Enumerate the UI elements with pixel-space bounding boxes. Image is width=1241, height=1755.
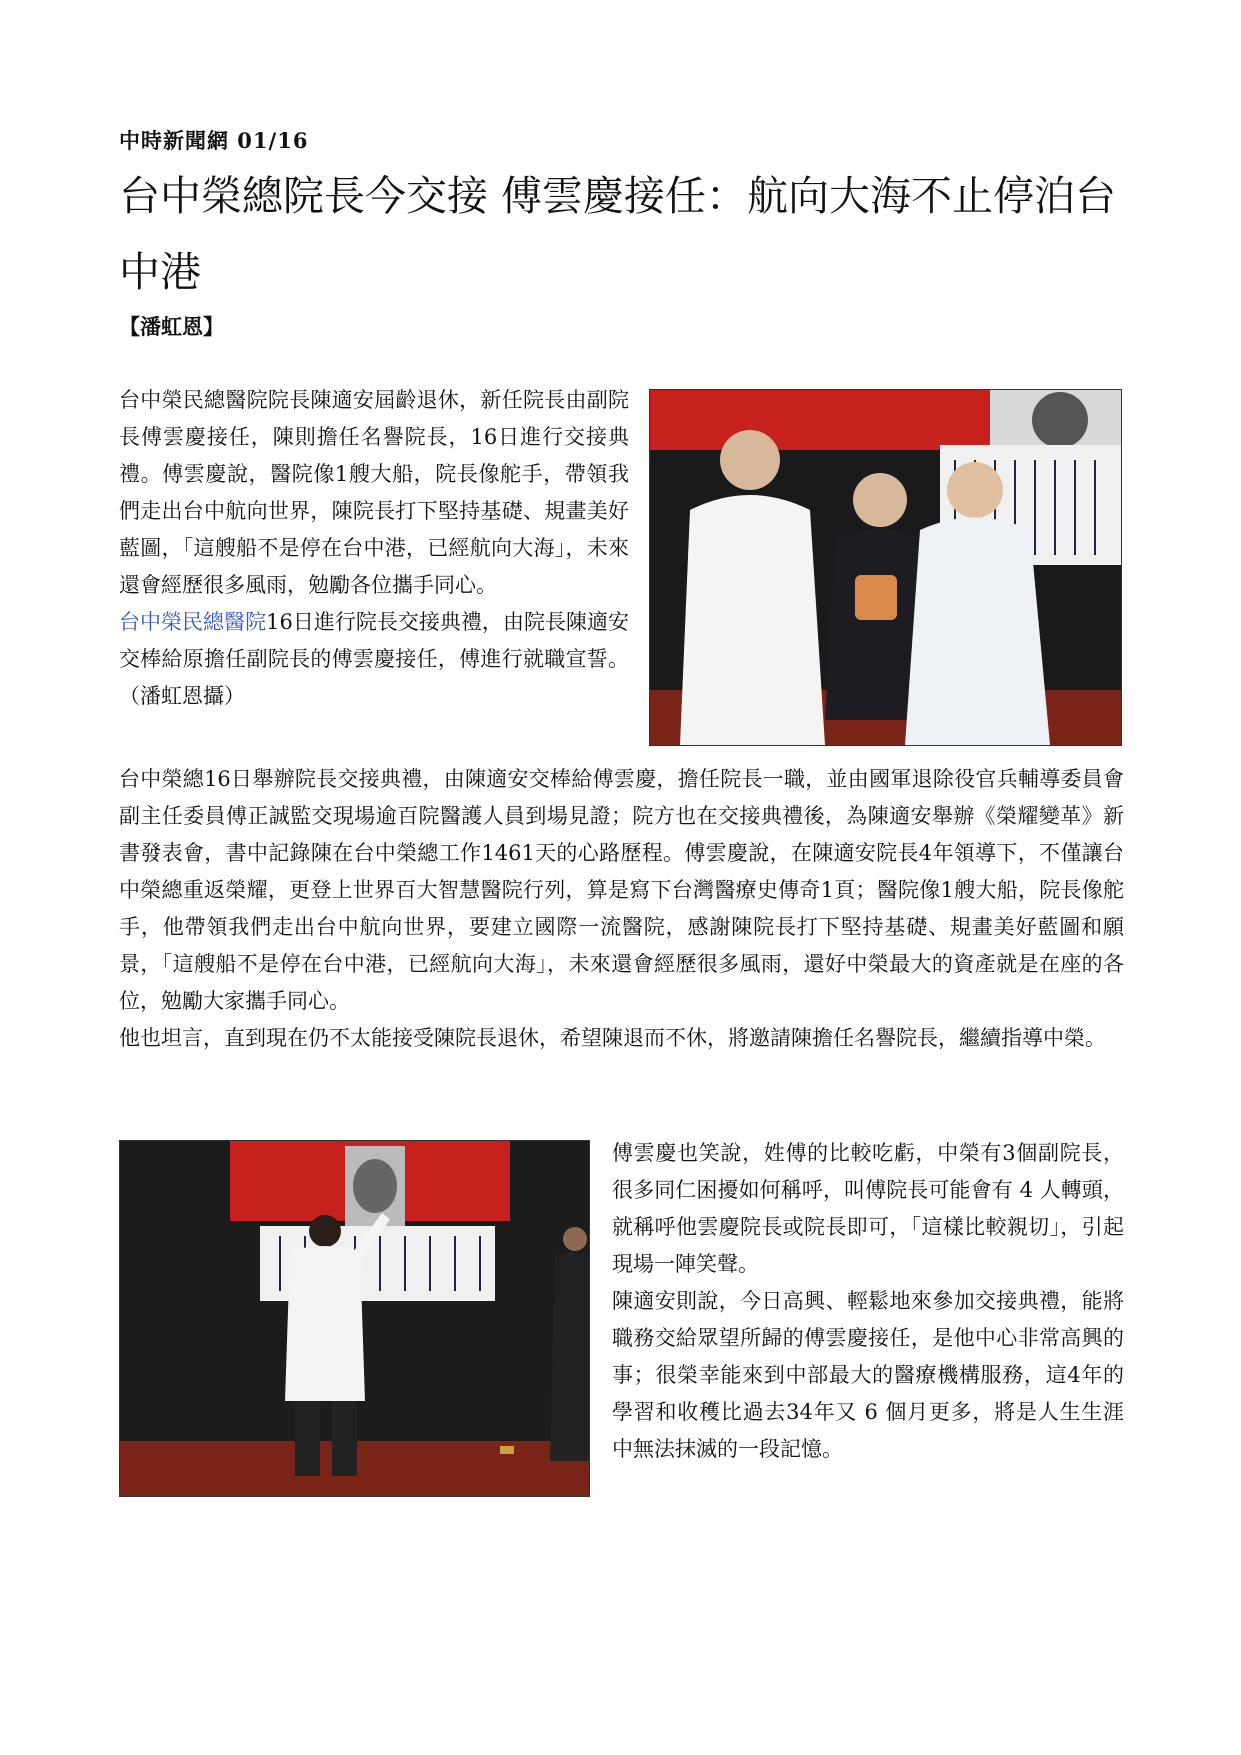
body-block — [119, 761, 1124, 1057]
news-source: 中時新聞網 01/16 — [119, 128, 309, 153]
intro-block — [119, 382, 629, 715]
body-paragraph-4: 陳適安則說，今日高興、輕鬆地來參加交接典禮，能將職務交給眾望所歸的傅雲慶接任，是他中心非常高興的事；很榮幸能來到中部最大的醫療機構服務，這4年的學習和收穫比過去34年又 6 個月更多，將是人生生涯中無法抹滅的一段記憶。 — [612, 1289, 1124, 1461]
body-paragraph-1: 台中榮總16日舉辦院長交接典禮，由陳適安交棒給傅雲慶，擔任院長一職，並由國軍退除役官兵輔導委員會副主任委員傅正誠監交現場逾百院醫護人員到場見證；院方也在交接典禮後，為陳適安舉辦《榮耀變革》新書發表會，書中記錄陳在台中榮總工作1461天的心路歷程。傅雲慶說，在陳適安院長4年領導下，不僅讓台中榮總重返榮耀，更登上世界百大智慧醫院行列，算是寫下台灣醫療史傳奇1頁；醫院像1艘大船，院長像舵手，他帶領我們走出台中航向世界，要建立國際一流醫院，感謝陳院長打下堅持基礎、規畫美好藍圖和願景，「這艘船不是停在台中港，已經航向大海」，未來還會經歷很多風雨，還好中榮最大的資產就是在座的各位，勉勵大家攜手同心。 — [119, 767, 1124, 1013]
oath-ceremony-photo — [119, 1140, 590, 1497]
headline: 台中榮總院長今交接 傅雲慶接任：航向大海不止停泊台中港 — [119, 172, 1117, 296]
intro-paragraph: 台中榮民總醫院院長陳適安屆齡退休，新任院長由副院長傅雲慶接任，陳則擔任名譽院長，16日進行交接典禮。傅雲慶說，醫院像1艘大船，院長像舵手，帶領我們走出台中航向世界，陳院長打下堅持基礎、規畫美好藍圖，「這艘船不是停在台中港，已經航向大海」，未來還會經歷很多風雨，勉勵各位攜手同心。 — [119, 388, 629, 597]
body-paragraph-3: 傅雲慶也笑說，姓傅的比較吃虧，中榮有3個副院長，很多同仁困擾如何稱呼，叫傅院長可能會有 4 人轉頭，就稱呼他雲慶院長或院長即可，「這樣比較親切」，引起現場一陣笑聲。 — [612, 1141, 1124, 1276]
photo-caption: 16日進行院長交接典禮，由院長陳適安交棒給原擔任副院長的傅雲慶接任，傅進行就職宣誓。（潘虹恩攝） — [119, 610, 629, 708]
byline: 【潘虹恩】 — [119, 314, 224, 339]
caption-hospital-link[interactable]: 台中榮民總醫院 — [119, 610, 267, 634]
handover-ceremony-photo — [649, 389, 1122, 746]
side-block — [612, 1135, 1124, 1468]
body-paragraph-2: 他也坦言，直到現在仍不太能接受陳院長退休，希望陳退而不休，將邀請陳擔任名譽院長，繼續指導中榮。 — [119, 1026, 1106, 1050]
